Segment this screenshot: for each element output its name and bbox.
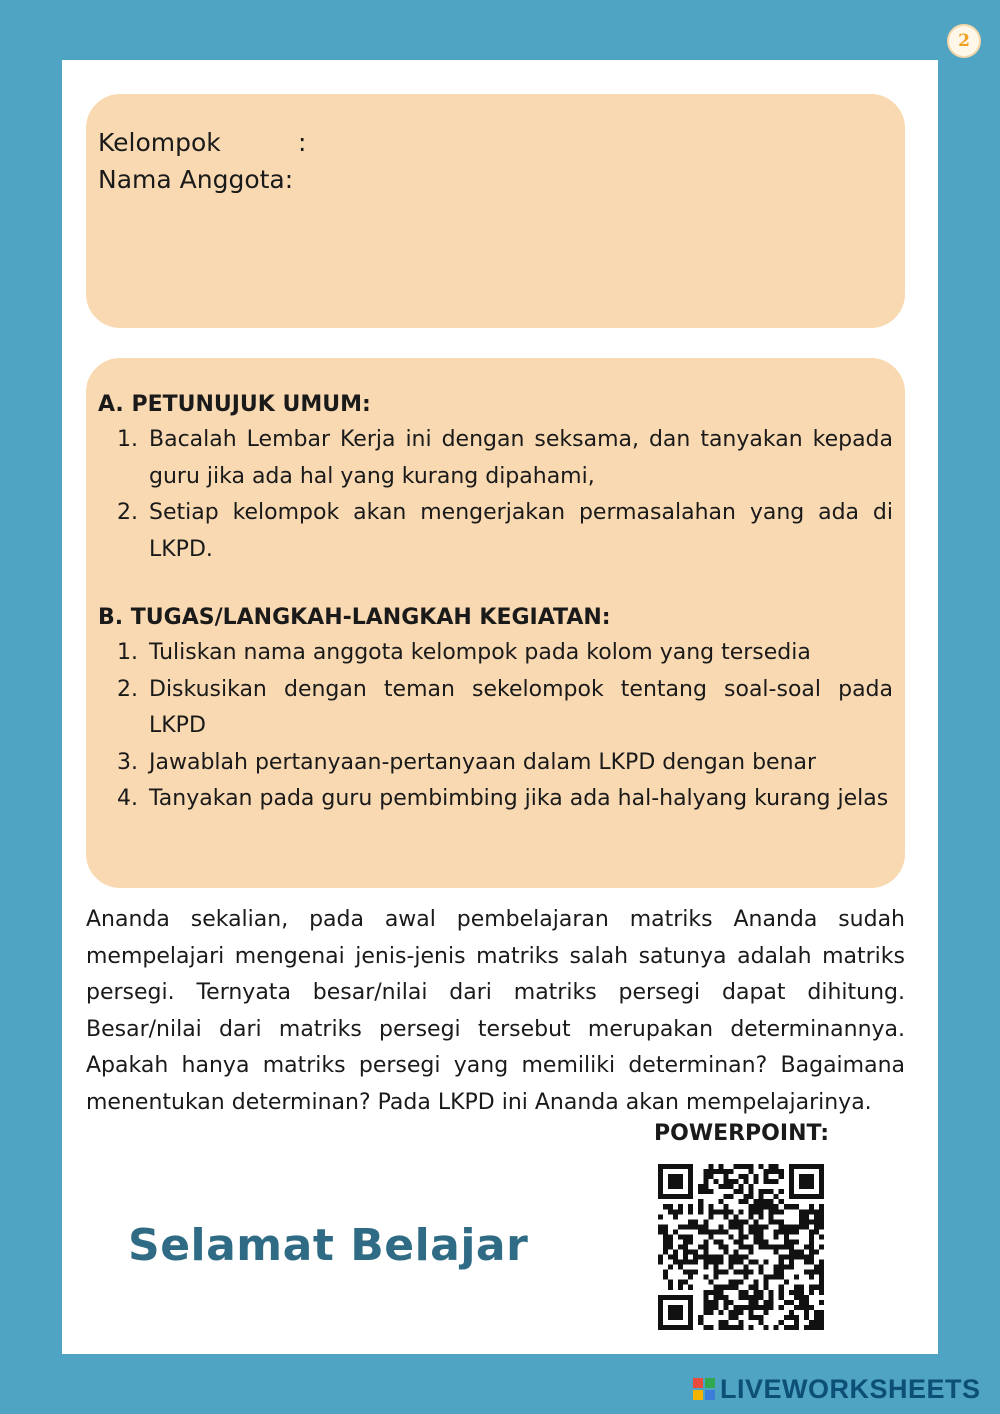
group-row (98, 124, 893, 161)
section-b-list (98, 635, 893, 818)
liveworksheets-brand[interactable] (693, 1375, 981, 1403)
intro-paragraph: Ananda sekalian, pada awal pembelajaran matriks Ananda sudah mempelajari mengenai jenis-jenis matriks salah satunya adalah matriks persegi. Ternyata besar/nilai dari matriks persegi dapat dihitung. Besar/nilai dari matriks persegi tersebut merupakan determinannya. Apakah hanya matriks persegi yang memiliki determinan? Bagaimana menentukan determinan? Pada LKPD ini Ananda akan mempelajarinya. (86, 907, 905, 1115)
members-label: Nama Anggota: (98, 165, 294, 194)
members-row (98, 161, 893, 198)
section-a-heading: A. PETUNUJUK UMUM: (98, 392, 371, 417)
powerpoint-qr-code[interactable] (658, 1164, 824, 1330)
section-a-list (98, 422, 893, 568)
closing-title: Selamat Belajar (128, 1220, 529, 1271)
powerpoint-label: POWERPOINT: (654, 1121, 830, 1146)
group-colon: : (298, 128, 307, 157)
section-b-heading: B. TUGAS/LANGKAH-LANGKAH KEGIATAN: (98, 605, 611, 630)
worksheet-page (62, 60, 938, 1354)
instructions-box (86, 358, 905, 888)
identity-box (86, 94, 905, 328)
list-item: 2. Setiap kelompok akan mengerjakan permasalahan yang ada di LKPD. (145, 495, 893, 568)
list-item: 2. Diskusikan dengan teman sekelompok tentang soal-soal pada LKPD (145, 672, 893, 745)
brand-name: LIVEWORKSHEETS (720, 1373, 981, 1404)
list-item: 1. Bacalah Lembar Kerja ini dengan seksama, dan tanyakan kepada guru jika ada hal yang kurang dipahami, (145, 422, 893, 495)
list-item: 3. Jawablah pertanyaan-pertanyaan dalam LKPD dengan benar (145, 745, 893, 782)
list-item: 4. Tanyakan pada guru pembimbing jika ada hal-halyang kurang jelas (145, 781, 893, 818)
page-number-badge: 2 (947, 24, 981, 58)
liveworksheets-logo-icon (693, 1378, 715, 1400)
list-item: 1. Tuliskan nama anggota kelompok pada kolom yang tersedia (145, 635, 893, 672)
group-label: Kelompok (98, 128, 221, 157)
